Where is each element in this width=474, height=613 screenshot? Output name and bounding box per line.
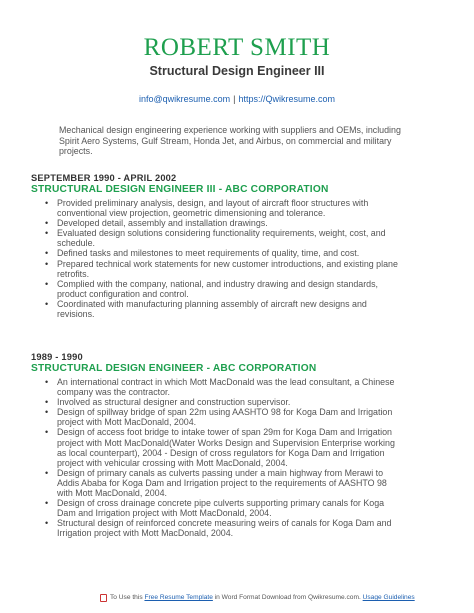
- bullet-item: [31, 518, 399, 538]
- website-link[interactable]: https://Qwikresume.com: [238, 94, 336, 104]
- bullet-item: [31, 198, 399, 218]
- footer-middle: in Word Format Download from Qwikresume.com.: [212, 594, 363, 601]
- bullet-item: [31, 259, 399, 279]
- bullet-text: Coordinated with manufacturing planning assembly of aircraft new designs and revisions.: [57, 298, 367, 320]
- bullet-icon: •: [45, 498, 49, 509]
- usage-guidelines-link[interactable]: Usage Guidelines: [362, 594, 415, 601]
- bullet-item: [31, 248, 399, 258]
- bullet-item: [31, 279, 399, 299]
- bullet-text: Design of spillway bridge of span 22m using AASHTO 98 for Koga Dam and Irrigation project with Mott MacDonald, 2004.: [57, 407, 393, 428]
- bullet-item: [31, 407, 399, 427]
- bullet-text: Design of access foot bridge to intake tower of span 29m for Koga Dam and Irrigation project with Mott MacDonald(Water Works Design and Supervision Enterprise working as local counterpart), 2004 - Design of cross regulators for Koga Dam and Irrigation project with vehicular crossing with Mott MacDonald, 2004.: [57, 427, 395, 468]
- bullet-text: Involved as structural designer and construction supervisor.: [57, 397, 291, 408]
- bullet-text: Design of cross drainage concrete pipe culverts supporting primary canals for Koga Dam and Irrigation project with Mott MacDonald, 2004.: [57, 498, 385, 519]
- bullet-icon: •: [45, 397, 49, 408]
- job-entry-1: [31, 173, 451, 319]
- bullet-icon: •: [45, 377, 49, 387]
- email-link[interactable]: info@qwikresume.com: [138, 94, 231, 104]
- bullet-text: Complied with the company, national, and industry drawing and design standards, product configuration and control.: [57, 278, 379, 299]
- document-icon: [100, 594, 107, 602]
- job-title: STRUCTURAL DESIGN ENGINEER III - ABC CORPORATION: [31, 184, 329, 195]
- bullet-icon: •: [45, 258, 49, 269]
- footer-prefix: To Use this: [110, 594, 145, 601]
- contact-separator: |: [233, 94, 236, 104]
- resume-header: [0, 34, 474, 105]
- bullet-item: [31, 228, 399, 248]
- job-bullets: [31, 198, 451, 319]
- bullet-text: Design of primary canals as culverts passing under a main highway from Merawi to Addis Ababa for Koga Dam and Irrigation project to the requirements of AASHTO 98 with Mott MacDonald, 2004.: [57, 467, 387, 499]
- bullet-icon: •: [45, 218, 49, 229]
- candidate-role: Structural Design Engineer III: [149, 64, 325, 78]
- bullet-item: [31, 218, 399, 228]
- bullet-text: Defined tasks and milestones to meet requirements of quality, time, and cost.: [57, 248, 360, 259]
- bullet-text: Developed detail, assembly and installation drawings.: [57, 218, 268, 229]
- profile-summary: Mechanical design engineering experience working with suppliers and OEMs, including Spirit Aero Systems, Gulf Stream, Honda Jet, and Airbus, on commercial and military projects.: [59, 125, 401, 157]
- bullet-item: [31, 498, 399, 518]
- bullet-item: [31, 397, 399, 407]
- candidate-name: ROBERT SMITH: [143, 34, 331, 61]
- bullet-icon: •: [45, 427, 49, 438]
- bullet-icon: •: [45, 407, 49, 418]
- bullet-icon: •: [45, 518, 49, 529]
- bullet-icon: •: [45, 228, 49, 239]
- bullet-text: Structural design of reinforced concrete measuring weirs of canals for Koga Dam and Irrigation project with Mott MacDonald, 2004.: [57, 518, 392, 539]
- footer-line: [110, 594, 415, 601]
- bullet-icon: •: [45, 248, 49, 259]
- bullet-item: [31, 377, 399, 397]
- bullet-item: [31, 468, 399, 498]
- bullet-icon: •: [45, 298, 49, 309]
- job-entry-2: [31, 352, 451, 539]
- job-dates: 1989 - 1990: [31, 352, 83, 362]
- job-title: STRUCTURAL DESIGN ENGINEER - ABC CORPORATION: [31, 363, 317, 374]
- bullet-text: Evaluated design solutions considering functionality requirements, weight, cost, and schedule.: [57, 228, 386, 249]
- free-template-link[interactable]: Free Resume Template: [144, 594, 213, 601]
- bullet-item: [31, 299, 399, 319]
- bullet-icon: •: [45, 198, 49, 208]
- bullet-text: Provided preliminary analysis, design, and layout of aircraft floor structures with conventional view projection, geometric dimensioning and tolerance.: [57, 198, 369, 219]
- bullet-text: Prepared technical work statements for new customer introductions, and existing plane retrofits.: [57, 258, 398, 279]
- contact-line: [0, 93, 474, 105]
- bullet-icon: •: [45, 467, 49, 478]
- job-dates: SEPTEMBER 1990 - APRIL 2002: [31, 173, 177, 183]
- bullet-item: [31, 427, 399, 467]
- bullet-text: An international contract in which Mott MacDonald was the lead consultant, a Chinese company was the contractor.: [57, 377, 395, 398]
- job-bullets: [31, 377, 451, 539]
- bullet-icon: •: [45, 278, 49, 289]
